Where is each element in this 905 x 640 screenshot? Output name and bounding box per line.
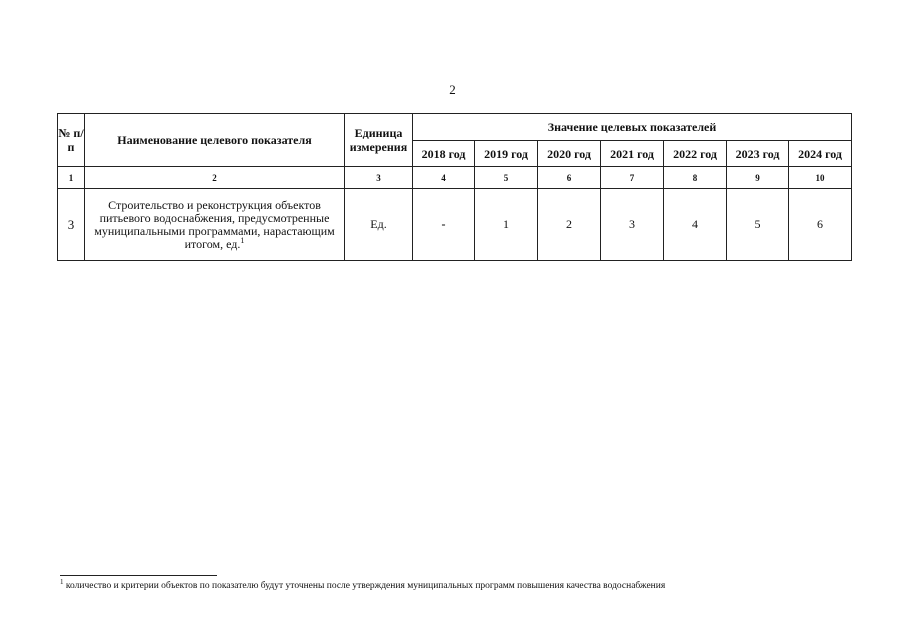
column-number: 10: [789, 167, 852, 189]
unit-value: Ед.: [345, 189, 413, 261]
header-year: 2023 год: [727, 141, 789, 167]
value-2020: 2: [538, 189, 601, 261]
value-2024: 6: [789, 189, 852, 261]
footnote: [60, 577, 666, 591]
header-year: 2021 год: [601, 141, 664, 167]
header-year: 2024 год: [789, 141, 852, 167]
column-number: 3: [345, 167, 413, 189]
column-numbers-row: [58, 167, 852, 189]
row-num: 3: [58, 189, 85, 261]
target-indicators-table: [57, 113, 852, 261]
header-year: 2019 год: [475, 141, 538, 167]
column-number: 5: [475, 167, 538, 189]
value-2023: 5: [727, 189, 789, 261]
indicator-name: [85, 189, 345, 261]
indicator-name-text: Строительство и реконструкция объектов питьевого водоснабжения, предусмотренные муниципальными программами, нарастающим итогом, ед.: [94, 197, 335, 251]
header-name: Наименование целевого показателя: [85, 114, 345, 167]
value-2021: 3: [601, 189, 664, 261]
value-2022: 4: [664, 189, 727, 261]
header-unit: Единица измерения: [345, 114, 413, 167]
column-number: 2: [85, 167, 345, 189]
column-number: 4: [413, 167, 475, 189]
table-row: [58, 189, 852, 261]
page-number: 2: [449, 82, 456, 97]
footnote-reference: 1: [240, 235, 245, 245]
header-year: 2020 год: [538, 141, 601, 167]
header-values-group: Значение целевых показателей: [413, 114, 852, 141]
value-2019: 1: [475, 189, 538, 261]
header-num: № п/п: [58, 114, 85, 167]
header-year: 2022 год: [664, 141, 727, 167]
column-number: 7: [601, 167, 664, 189]
footnote-mark: 1: [60, 577, 64, 586]
footnote-text: количество и критерии объектов по показателю будут уточнены после утверждения муниципальных программ повышения качества водоснабжения: [63, 581, 666, 591]
column-number: 9: [727, 167, 789, 189]
column-number: 6: [538, 167, 601, 189]
column-number: 1: [58, 167, 85, 189]
value-2018: -: [413, 189, 475, 261]
footnote-divider: [60, 575, 217, 576]
table-header-row: [58, 114, 852, 141]
header-year: 2018 год: [413, 141, 475, 167]
column-number: 8: [664, 167, 727, 189]
